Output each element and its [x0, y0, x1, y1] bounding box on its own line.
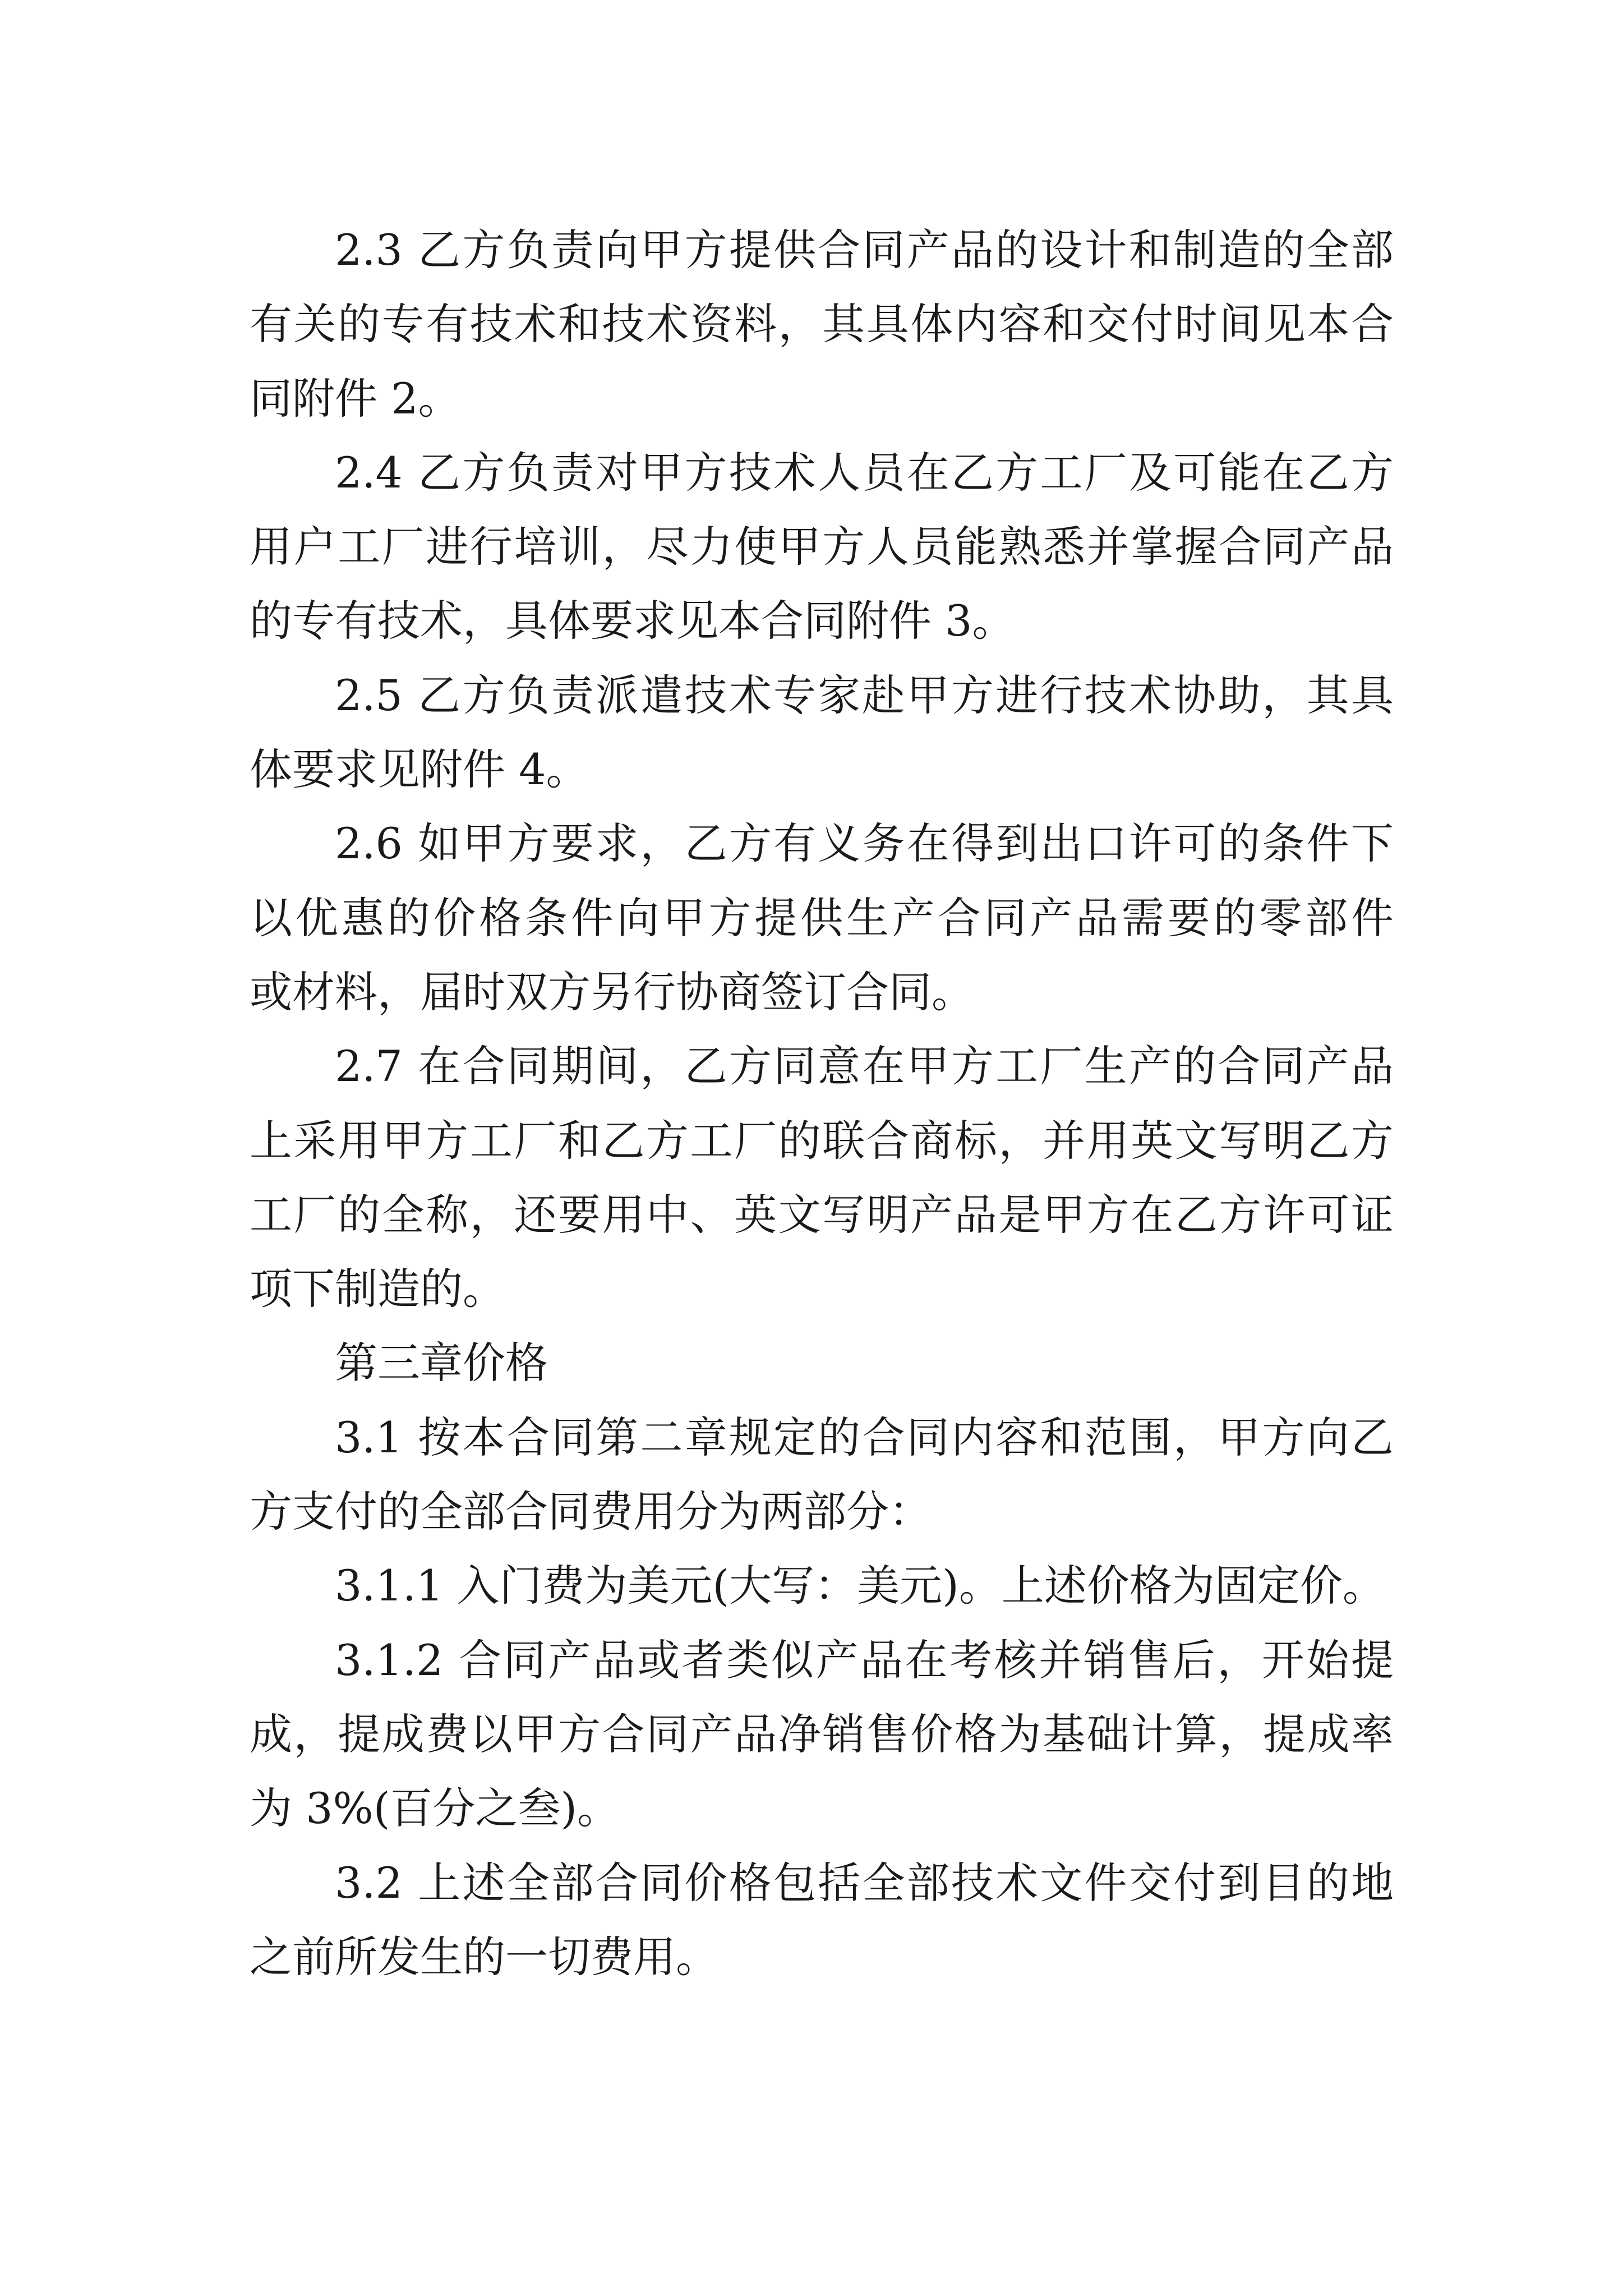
clause-3-1-2-line-3: 为 3%(百分之叁)。	[250, 1783, 620, 1834]
clause-2-3-line-2: 有关的专有技术和技术资料，其具体内容和交付时间见本合	[250, 299, 1394, 349]
clause-3-1-line-1: 3.1 按本合同第二章规定的合同内容和范围，甲方向乙	[335, 1412, 1394, 1462]
clause-3-1-line-2: 方支付的全部合同费用分为两部分：	[250, 1487, 932, 1537]
clause-2-6-line-1: 2.6 如甲方要求，乙方有义务在得到出口许可的条件下	[335, 818, 1394, 869]
clause-2-6-line-2: 以优惠的价格条件向甲方提供生产合同产品需要的零部件	[250, 892, 1394, 943]
clause-2-5-line-1: 2.5 乙方负责派遣技术专家赴甲方进行技术协助，其具	[335, 670, 1394, 720]
clause-3-1-2-line-1: 3.1.2 合同产品或者类似产品在考核并销售后，开始提	[335, 1635, 1394, 1685]
clause-2-7-line-3: 工厂的全称，还要用中、英文写明产品是甲方在乙方许可证	[250, 1189, 1394, 1240]
clause-3-1-2	[250, 1623, 1394, 1846]
clause-2-3-line-3: 同附件 2。	[250, 373, 461, 424]
clause-2-7-line-1: 2.7 在合同期间，乙方同意在甲方工厂生产的合同产品	[335, 1041, 1394, 1092]
clause-3-1-2-line-2: 成，提成费以甲方合同产品净销售价格为基础计算，提成率	[250, 1709, 1394, 1759]
document-body	[250, 213, 1394, 1994]
clause-2-5-line-2: 体要求见附件 4。	[250, 744, 589, 795]
clause-2-4-line-3: 的专有技术，具体要求见本合同附件 3。	[250, 596, 1015, 646]
clause-2-4	[250, 436, 1394, 659]
clause-3-1-1	[250, 1549, 1394, 1623]
clause-2-7-line-2: 上采用甲方工厂和乙方工厂的联合商标，并用英文写明乙方	[250, 1115, 1394, 1166]
clause-2-6	[250, 807, 1394, 1029]
clause-3-1-1-line-1: 3.1.1 入门费为美元(大写：美元)。上述价格为固定价。	[335, 1561, 1385, 1611]
clause-2-3-line-1: 2.3 乙方负责向甲方提供合同产品的设计和制造的全部	[335, 225, 1394, 275]
clause-3-2	[250, 1846, 1394, 1995]
clause-3-2-line-2: 之前所发生的一切费用。	[250, 1931, 718, 1982]
clause-2-7-line-4: 项下制造的。	[250, 1264, 505, 1314]
clause-3-1	[250, 1401, 1394, 1549]
clause-2-6-line-3: 或材料，届时双方另行协商签订合同。	[250, 967, 974, 1017]
clause-2-4-line-1: 2.4 乙方负责对甲方技术人员在乙方工厂及可能在乙方	[335, 447, 1394, 498]
clause-3-2-line-1: 3.2 上述全部合同价格包括全部技术文件交付到目的地	[335, 1857, 1394, 1908]
clause-2-3	[250, 213, 1394, 436]
clause-2-7	[250, 1029, 1394, 1326]
clause-2-4-line-2: 用户工厂进行培训，尽力使甲方人员能熟悉并掌握合同产品	[250, 522, 1394, 572]
clause-2-5	[250, 659, 1394, 807]
chapter-3-heading: 第三章价格	[335, 1338, 548, 1388]
